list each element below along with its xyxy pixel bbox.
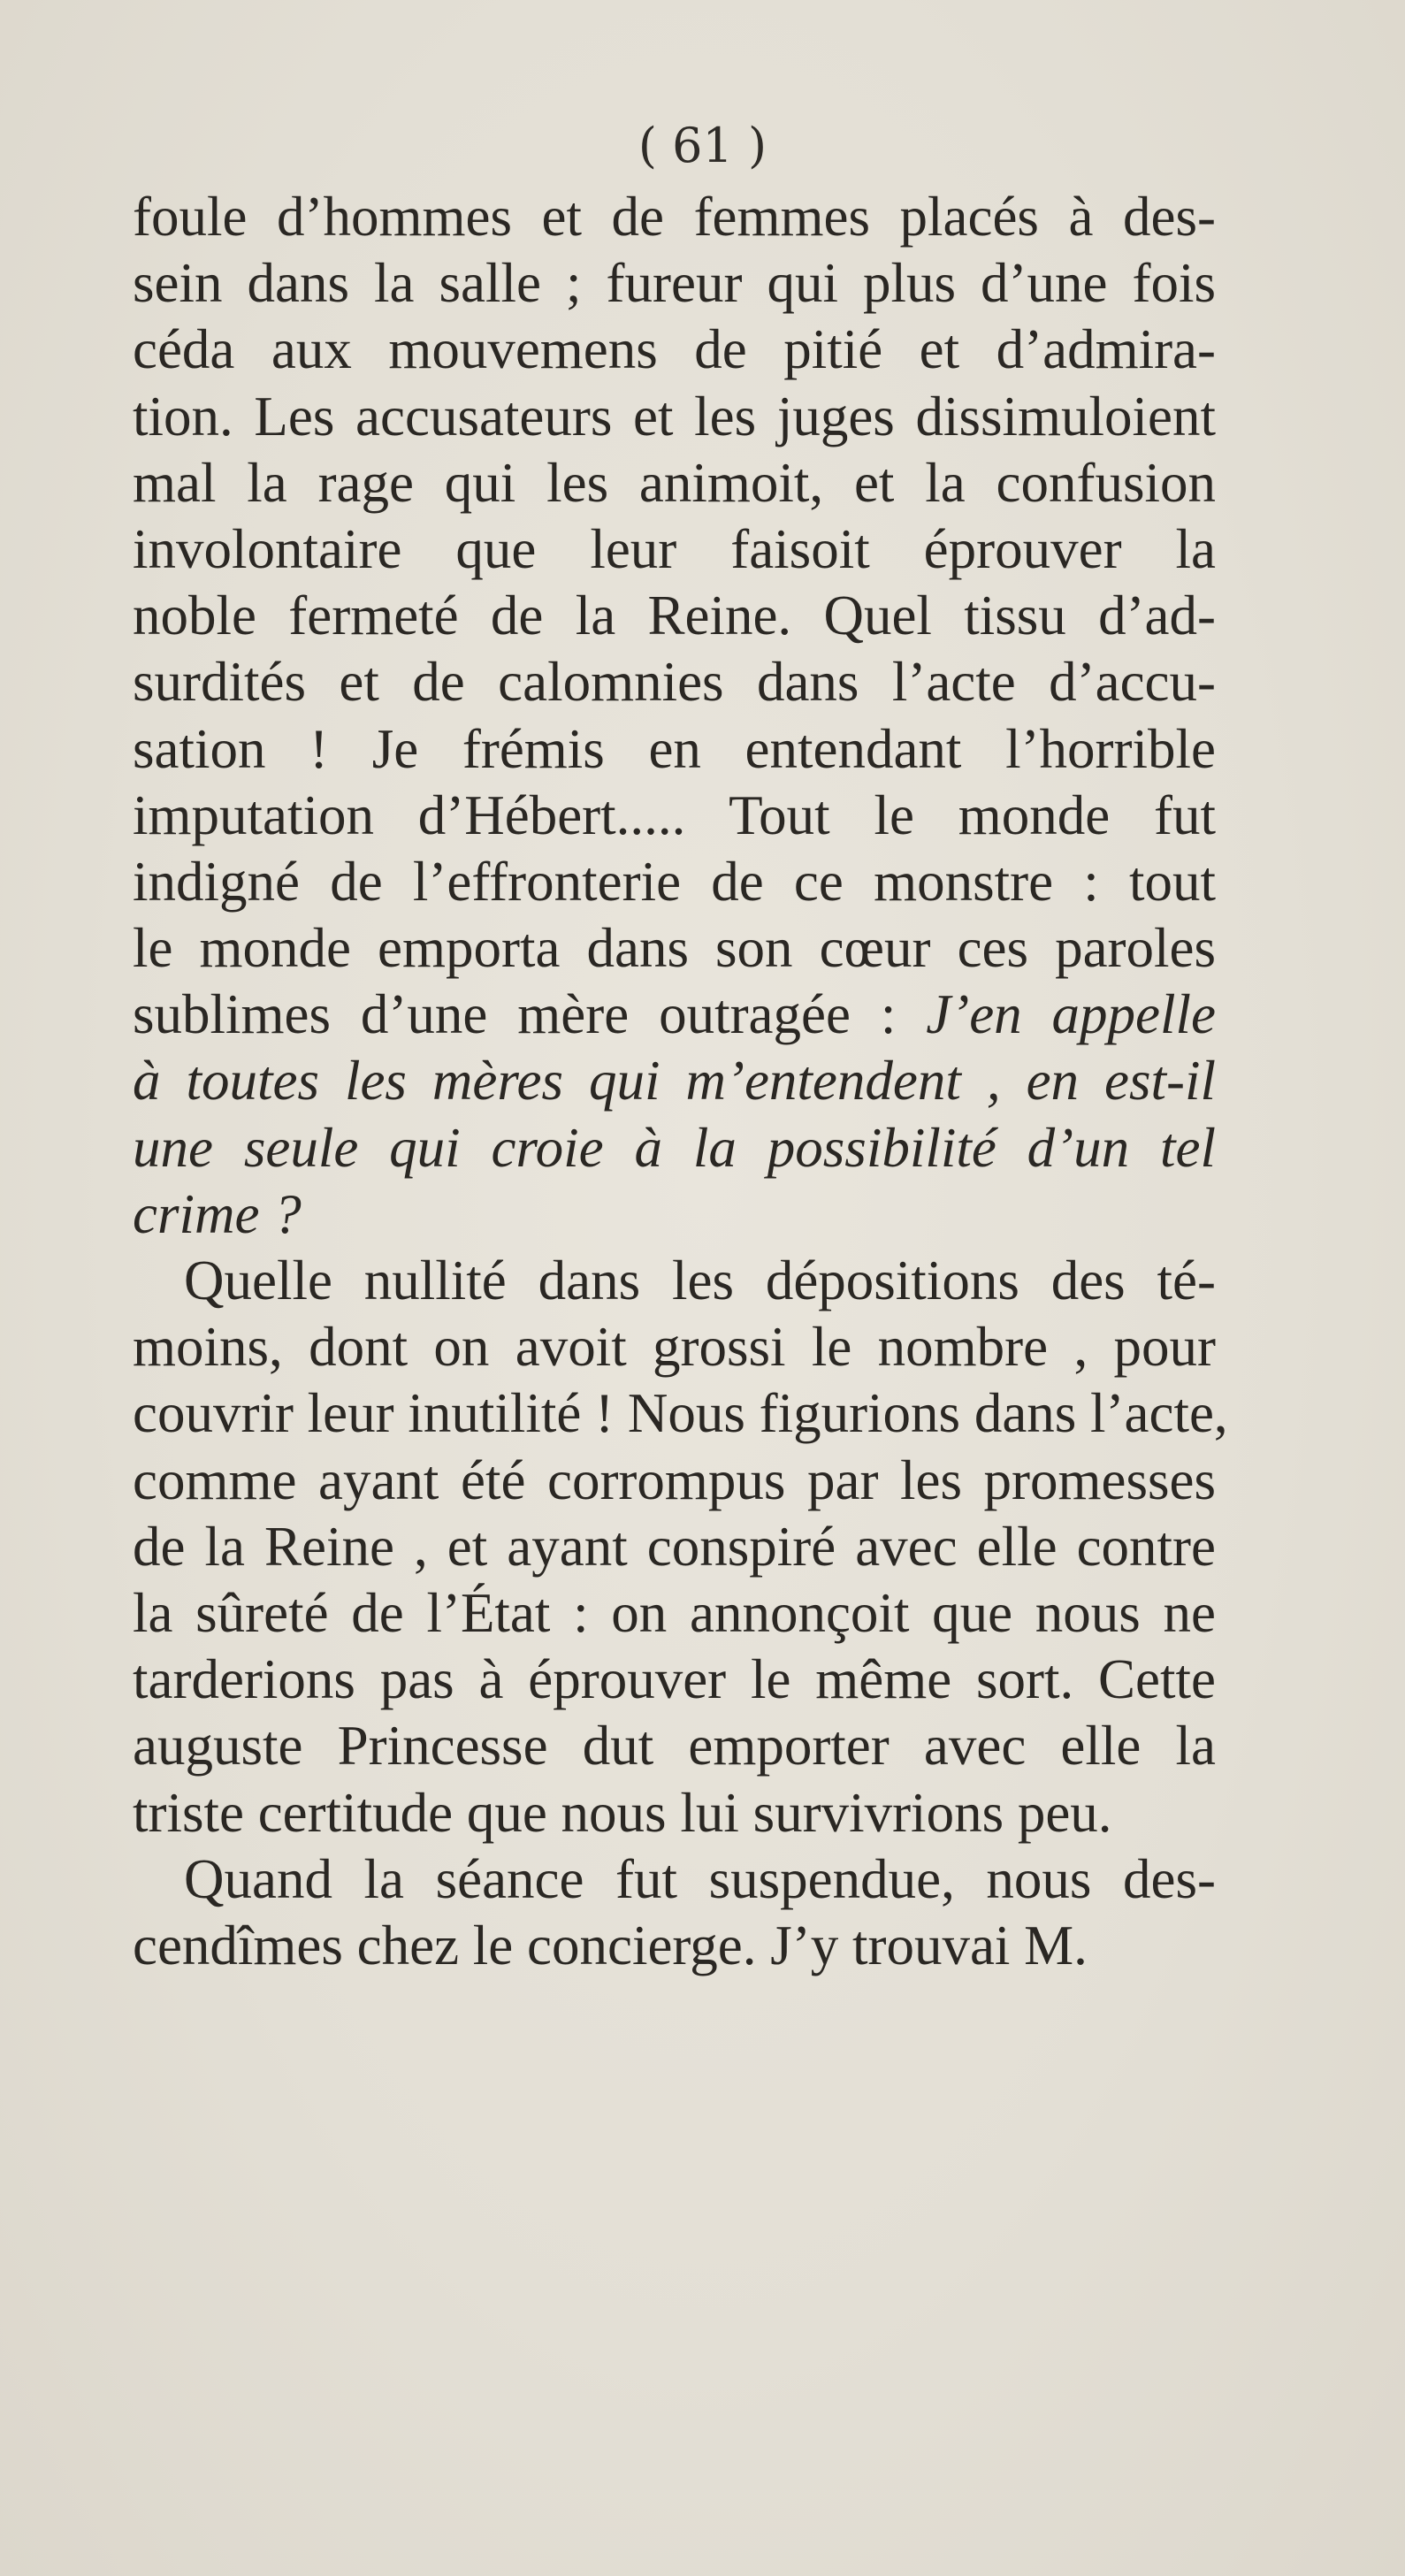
quotation-line (133, 1181, 1216, 1248)
text-line (133, 982, 1216, 1048)
text-line: le monde emporta dans son cœur ces paroles (133, 917, 1216, 980)
text-line: tion. Les accusateurs et les juges dissimuloient (133, 385, 1216, 447)
quotation-line (133, 1048, 1216, 1114)
text-line: la sûreté de l’État : on annonçoit que nous ne (133, 1581, 1216, 1644)
quotation-line (133, 1115, 1216, 1181)
text-line: cendîmes chez le concierge. J’y trouvai M. (133, 1914, 1088, 1976)
paragraph-start-line: Quand la séance fut suspendue, nous des- (184, 1847, 1216, 1910)
body-text (133, 184, 1228, 1979)
quotation-segment: crime ? (133, 1182, 302, 1245)
text-segment: sublimes d’une mère outragée : (133, 983, 927, 1046)
text-line: triste certitude que nous lui survivrions peu. (133, 1781, 1112, 1844)
text-line: noble fermeté de la Reine. Quel tissu d’ad- (133, 585, 1216, 647)
quotation-segment: J’en appelle (926, 983, 1216, 1046)
text-line: surdités et de calomnies dans l’acte d’accu- (133, 651, 1216, 714)
text-line: sein dans la salle ; fureur qui plus d’une fois (133, 252, 1216, 315)
text-line: couvrir leur inutilité ! Nous figurions dans l’acte, (133, 1382, 1228, 1445)
text-line: tarderions pas à éprouver le même sort. Cette (133, 1648, 1216, 1711)
text-line: de la Reine , et ayant conspiré avec elle contre (133, 1515, 1216, 1578)
text-line: indigné de l’effronterie de ce monstre : tout (133, 850, 1216, 913)
text-line: moins, dont on avoit grossi le nombre , pour (133, 1316, 1216, 1379)
paragraph-start-line: Quelle nullité dans les dépositions des té- (184, 1250, 1216, 1311)
quotation-segment: à toutes les mères qui m’entendent , en est-il (133, 1050, 1216, 1112)
text-line: auguste Princesse dut emporter avec elle la (133, 1715, 1216, 1777)
text-line: céda aux mouvemens de pitié et d’admira- (133, 318, 1216, 381)
text-line: imputation d’Hébert..... Tout le monde fut (133, 784, 1216, 846)
text-line: foule d’hommes et de femmes placés à des- (133, 186, 1216, 248)
quotation-segment: une seule qui croie à la possibilité d’un tel (133, 1116, 1216, 1179)
page-number: ( 61 ) (638, 118, 767, 173)
text-line: mal la rage qui les animoit, et la confusion (133, 451, 1216, 514)
text-line: involontaire que leur faisoit éprouver la (133, 517, 1216, 580)
text-line: comme ayant été corrompus par les promesses (133, 1449, 1216, 1511)
text-line: sation ! Je frémis en entendant l’horrible (133, 717, 1216, 780)
